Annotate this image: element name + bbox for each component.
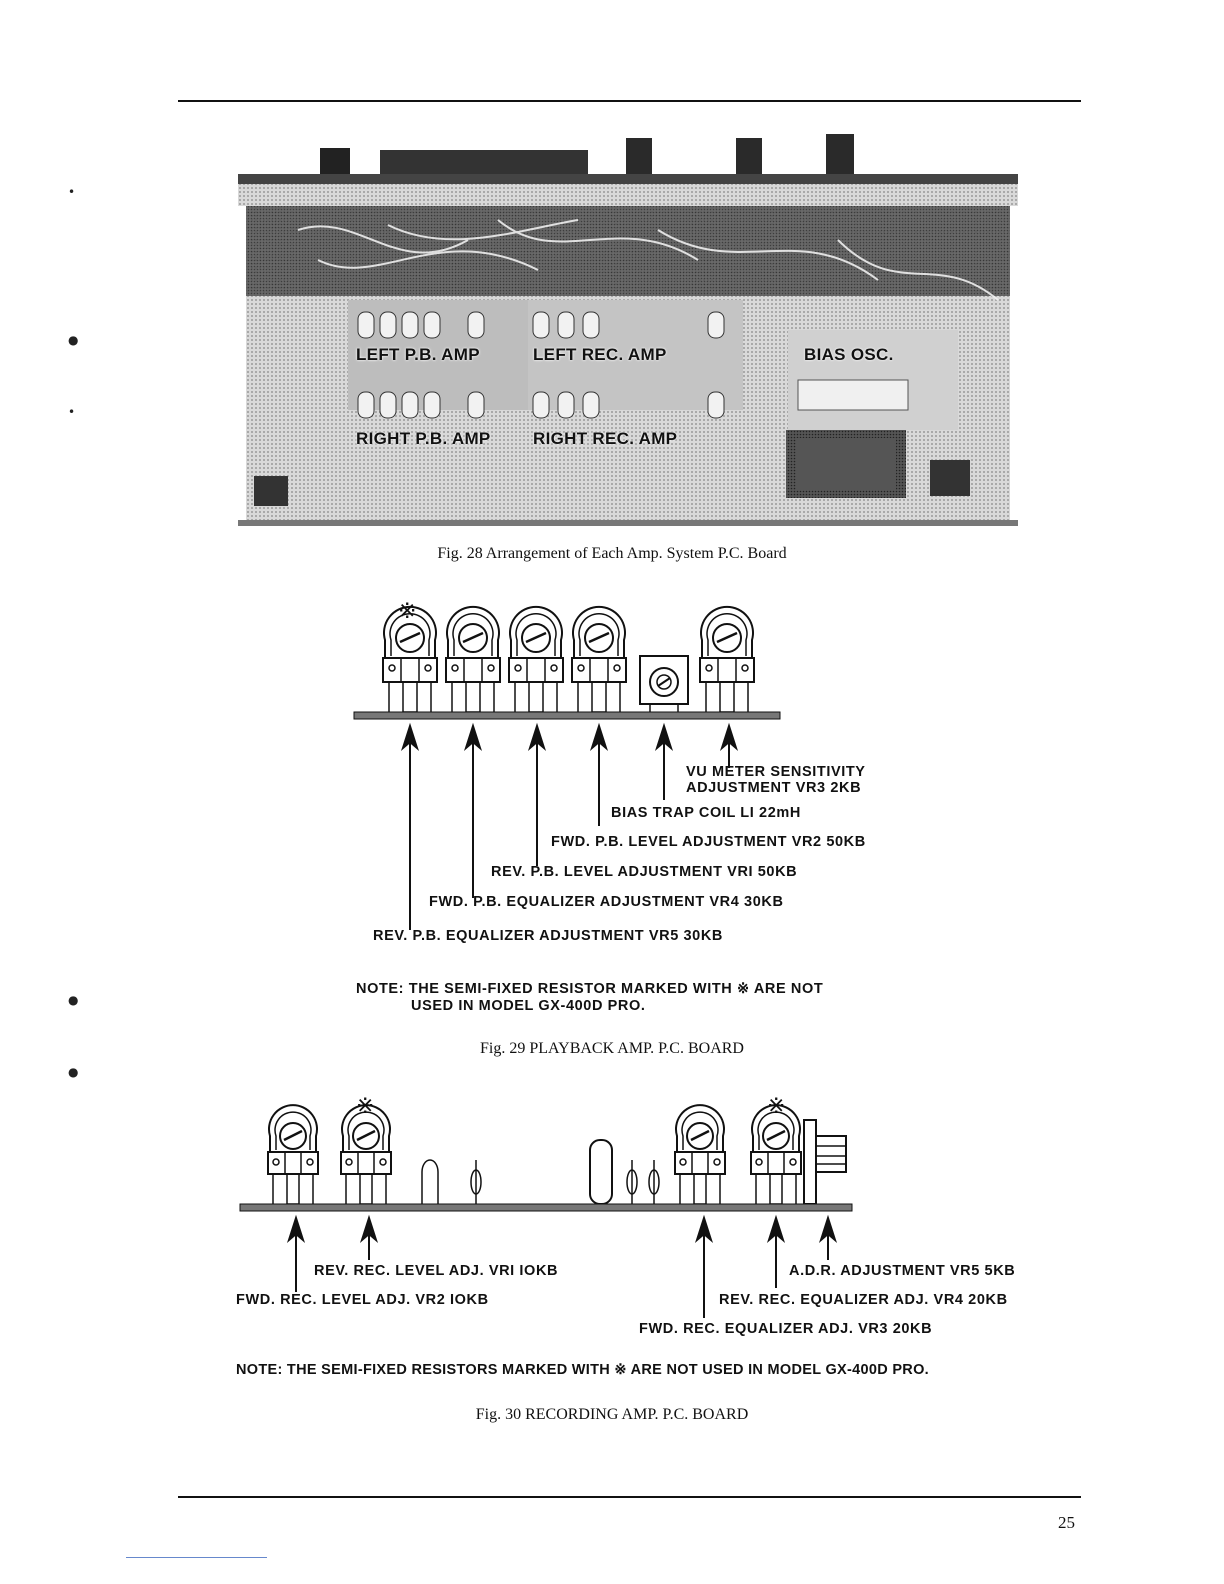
fig30-not-used-mark-left: ※ <box>356 1093 376 1118</box>
fig29-label-rev-pb-equalizer: REV. P.B. EQUALIZER ADJUSTMENT VR5 30KB <box>373 928 723 944</box>
margin-mark: • <box>68 405 76 419</box>
photo-label-bias-osc: BIAS OSC. <box>804 345 894 364</box>
bottom-edge-line <box>126 1557 267 1558</box>
fig30-label-rev-rec-equalizer: REV. REC. EQUALIZER ADJ. VR4 20KB <box>719 1292 1008 1308</box>
fig29-label-bias-trap-coil: BIAS TRAP COIL LI 22mH <box>611 805 801 821</box>
fig29-caption: Fig. 29 PLAYBACK AMP. P.C. BOARD <box>480 1040 744 1057</box>
margin-mark: • <box>68 185 76 199</box>
photo-label-left-pb-amp: LEFT P.B. AMP <box>356 345 480 364</box>
fig28-photo <box>238 130 1018 530</box>
photo-label-right-pb-amp: RIGHT P.B. AMP <box>356 429 491 448</box>
fig29-not-used-mark: ※ <box>398 598 418 623</box>
page-number: 25 <box>1058 1513 1075 1532</box>
fig30-label-rev-rec-level: REV. REC. LEVEL ADJ. VRI IOKB <box>314 1263 559 1279</box>
fig29-label-rev-pb-level: REV. P.B. LEVEL ADJUSTMENT VRI 50KB <box>491 864 798 880</box>
fig28-caption: Fig. 28 Arrangement of Each Amp. System P.C. Board <box>437 545 787 562</box>
fig29-label-vu-meter-line2: ADJUSTMENT VR3 2KB <box>686 780 862 796</box>
fig29-label-fwd-pb-equalizer: FWD. P.B. EQUALIZER ADJUSTMENT VR4 30KB <box>429 894 784 910</box>
fig30-label-fwd-rec-level: FWD. REC. LEVEL ADJ. VR2 IOKB <box>236 1292 489 1308</box>
photo-label-right-rec-amp: RIGHT REC. AMP <box>533 429 678 448</box>
fig30-note: NOTE: THE SEMI-FIXED RESISTORS MARKED WITH ※ ARE NOT USED IN MODEL GX-400D PRO. <box>236 1362 929 1378</box>
fig30-label-fwd-rec-equalizer: FWD. REC. EQUALIZER ADJ. VR3 20KB <box>639 1321 933 1337</box>
fig29-label-fwd-pb-level: FWD. P.B. LEVEL ADJUSTMENT VR2 50KB <box>551 834 866 850</box>
bottom-rule <box>178 1496 1081 1498</box>
fig30-label-adr-adjustment: A.D.R. ADJUSTMENT VR5 5KB <box>789 1263 1016 1279</box>
fig29-note-line2: USED IN MODEL GX-400D PRO. <box>411 998 646 1014</box>
fig29-label-vu-meter-line1: VU METER SENSITIVITY <box>686 764 866 780</box>
fig30-board-diagram <box>238 1100 858 1220</box>
photo-label-left-rec-amp: LEFT REC. AMP <box>533 345 667 364</box>
fig29-note-line1: NOTE: THE SEMI-FIXED RESISTOR MARKED WITH ※ ARE NOT <box>356 981 824 997</box>
margin-mark: ● <box>68 333 79 347</box>
margin-mark: ● <box>68 1065 79 1079</box>
top-rule <box>178 100 1081 102</box>
fig30-caption: Fig. 30 RECORDING AMP. P.C. BOARD <box>475 1406 749 1423</box>
fig30-not-used-mark-right: ※ <box>767 1093 787 1118</box>
margin-mark: ● <box>68 993 79 1007</box>
